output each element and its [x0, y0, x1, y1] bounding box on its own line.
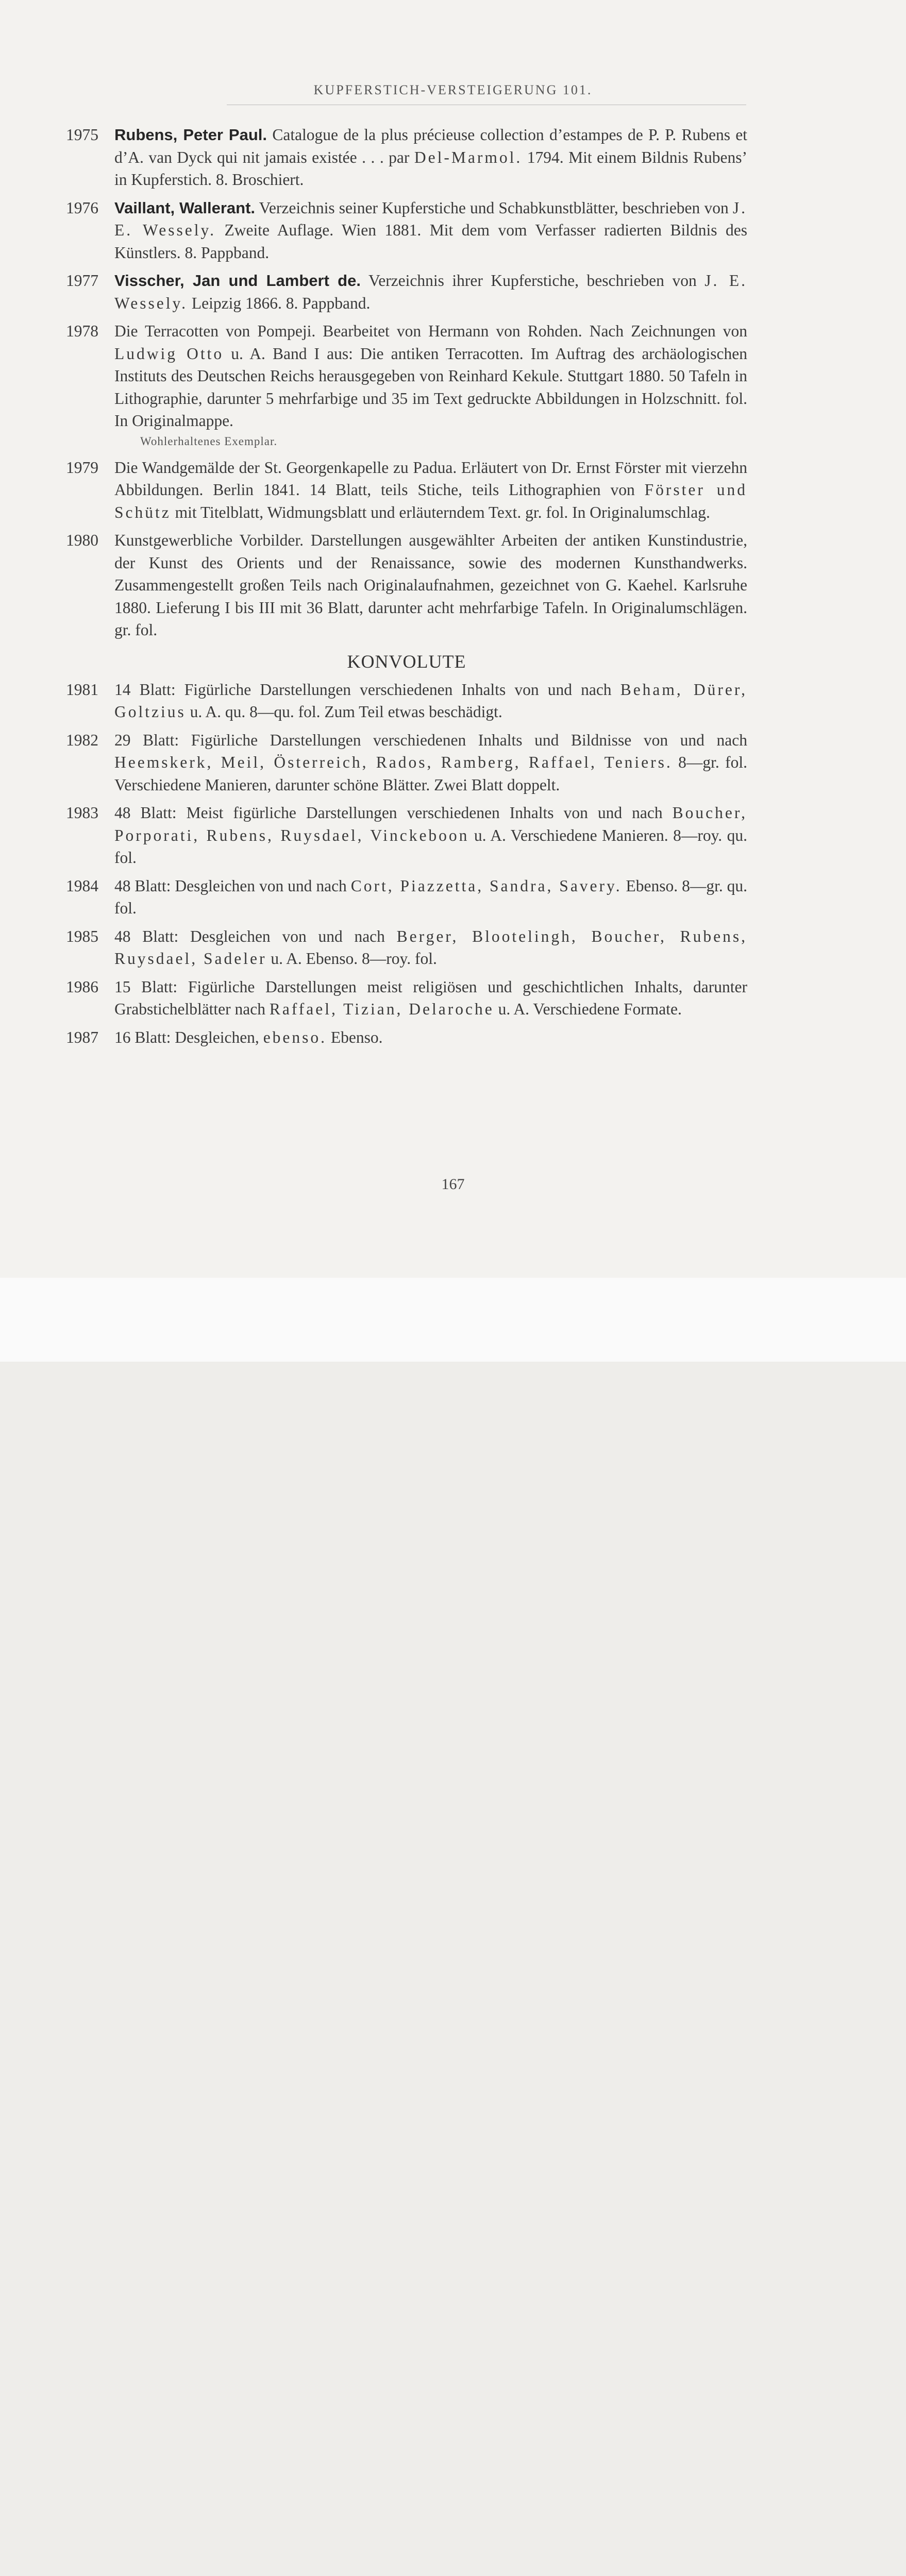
entry-text-continued: u. A. qu. 8—qu. fol. Zum Teil etwas beschädigt.	[186, 703, 502, 721]
catalogue-entry	[66, 320, 747, 451]
entry-spaced-names: J. E. Wessely.	[114, 272, 747, 312]
running-head: KUPFERSTICH-VERSTEIGERUNG 101.	[313, 82, 593, 97]
entry-number: 1975	[66, 126, 98, 144]
entry-note: Wohlerhaltenes Exemplar.	[140, 434, 278, 448]
entry-text: 48 Blatt: Desgleichen von und nach	[114, 876, 351, 895]
entry-text: Die Terracotten von Pompeji. Bearbeitet von Hermann von Rohden. Nach Zeichnungen von	[114, 322, 747, 340]
entry-text: 48 Blatt: Desgleichen von und nach	[114, 927, 397, 945]
page-number: 167	[441, 1176, 465, 1193]
entry-number: 1983	[66, 804, 98, 822]
catalogue-entries	[66, 124, 747, 1054]
entry-spaced-names: Cort, Piazzetta, Sandra, Savery.	[350, 876, 622, 895]
entry-text: Verzeichnis ihrer Kupferstiche, beschrieben von	[368, 272, 705, 290]
entry-spaced-names: Förster und Schütz	[114, 481, 747, 521]
entry-number: 1980	[66, 531, 98, 549]
entry-text: 16 Blatt: Desgleichen,	[114, 1028, 263, 1046]
entry-text: Die Wandgemälde der St. Georgenkapelle zu Padua. Erläutert von Dr. Ernst Förster mit vierzehn Abbildungen. Berlin 1841. 14 Blatt, teils Stiche, teils Lithographien von	[114, 458, 747, 499]
entry-number: 1987	[66, 1028, 98, 1046]
entry-spaced-names: Ludwig Otto	[114, 344, 224, 363]
entry-text: 48 Blatt: Meist figürliche Darstellungen verschiedenen Inhalts von und nach	[114, 804, 673, 822]
catalogue-entry	[66, 269, 747, 314]
catalogue-entry	[66, 456, 747, 524]
entry-text-continued: 1794. Mit einem Bildnis Rubens’ in Kupferstich. 8. Broschiert.	[114, 148, 747, 189]
entry-text: Catalogue de la plus précieuse collection d’estampes de P. P. Rubens et d’A. van Dyck qui nit jamais existée . . . par	[114, 126, 748, 166]
entry-text-continued: u. A. Verschiedene Manieren. 8—roy. qu. fol.	[114, 826, 747, 867]
entry-spaced-names: Beham, Dürer, Goltzius	[114, 680, 747, 721]
catalogue-entry	[66, 1026, 747, 1049]
section-heading: KONVOLUTE	[347, 651, 466, 672]
entry-number: 1976	[66, 198, 98, 217]
catalogue-entry	[66, 679, 747, 723]
entry-text: 29 Blatt: Figürliche Darstellungen verschiedenen Inhalts und Bildnisse von und nach	[114, 731, 747, 749]
entry-text-continued: mit Titelblatt, Widmungsblatt und erläuterndem Text. gr. fol. In Originalumschlag.	[171, 503, 710, 521]
entry-text: 15 Blatt: Figürliche Darstellungen meist religiösen und geschichtlichen Inhalts, darunter Grabstichelblätter nach	[114, 977, 747, 1018]
entry-text-continued: Ebenso.	[327, 1028, 383, 1046]
catalogue-entry	[66, 875, 747, 920]
entry-text-continued: u. A. Verschiedene Formate.	[494, 1000, 682, 1018]
entry-artist-name: Vaillant, Wallerant.	[114, 198, 256, 217]
entry-number: 1981	[66, 680, 98, 699]
entry-spaced-names: Raffael, Tizian, Delaroche	[269, 1000, 494, 1018]
entry-number: 1985	[66, 927, 98, 945]
entry-text-continued: u. A. Ebenso. 8—roy. fol.	[266, 950, 437, 968]
entry-number: 1982	[66, 731, 98, 749]
entry-spaced-names: ebenso.	[263, 1028, 327, 1046]
entry-text-continued: Leipzig 1866. 8. Pappband.	[188, 294, 371, 312]
scanned-page	[0, 0, 906, 1278]
entry-number: 1977	[66, 272, 98, 290]
entry-text: Kunstgewerbliche Vorbilder. Darstellungen ausgewählter Arbeiten der antiken Kunstindustrie, der Kunst des Orients und der Renaissance, sowie des modernen Kunsthandwerks. Zusammengestellt großen Teils nach Originalaufnahmen, gezeichnet von G. Kaehel. Karlsruhe 1880. Lieferung I bis III mit 36 Blatt, darunter acht mehrfarbige Tafeln. In Originalumschlägen. gr. fol.	[114, 531, 747, 639]
entry-text-continued: 8—gr. fol. Verschiedene Manieren, darunter schöne Blätter. Zwei Blatt doppelt.	[114, 753, 747, 794]
catalogue-entry	[66, 925, 747, 970]
catalogue-entry	[66, 529, 747, 641]
entry-spaced-names: Del-Marmol.	[414, 148, 523, 166]
catalogue-entry	[66, 124, 747, 191]
entries-group-a	[66, 124, 747, 641]
entry-spaced-names: J. E. Wessely.	[114, 198, 747, 239]
entry-artist-name: Rubens, Peter Paul.	[114, 126, 267, 144]
entry-number: 1978	[66, 322, 98, 340]
entry-number: 1984	[66, 876, 98, 895]
entry-number: 1979	[66, 458, 98, 477]
entry-artist-name: Visscher, Jan und Lambert de.	[114, 272, 361, 290]
catalogue-entry	[66, 802, 747, 869]
footer-bar	[0, 1278, 906, 1362]
entry-number: 1986	[66, 977, 98, 996]
catalogue-entry	[66, 729, 747, 796]
entry-text-continued: Ebenso. 8—gr. qu. fol.	[114, 876, 748, 917]
entries-group-b	[66, 679, 747, 1049]
entry-text: Verzeichnis seiner Kupferstiche und Schabkunstblätter, beschrieben von	[259, 198, 733, 217]
entry-text-continued: Zweite Auflage. Wien 1881. Mit dem vom Verfasser radierten Bildnis des Künstlers. 8. Pappband.	[114, 221, 747, 262]
catalogue-entry	[66, 197, 747, 264]
catalogue-entry	[66, 976, 747, 1021]
entry-spaced-names: Heemskerk, Meil, Österreich, Rados, Ramberg, Raffael, Teniers.	[114, 753, 673, 771]
entry-spaced-names: Berger, Blootelingh, Boucher, Rubens, Ruysdael, Sadeler	[114, 927, 747, 968]
entry-text-continued: u. A. Band I aus: Die antiken Terracotten. Im Auftrag des archäologischen Instituts des Deutschen Reichs herausgegeben von Reinhard Kekule. Stuttgart 1880. 50 Tafeln in Lithographie, darunter 5 mehrfarbige und 35 im Text gedruckte Abbildungen in Holzschnitt. fol. In Originalmappe.	[114, 344, 747, 430]
entry-spaced-names: Boucher, Porporati, Rubens, Ruysdael, Vinckeboon	[114, 804, 747, 844]
entry-text: 14 Blatt: Figürliche Darstellungen verschiedenen Inhalts von und nach	[114, 680, 620, 699]
